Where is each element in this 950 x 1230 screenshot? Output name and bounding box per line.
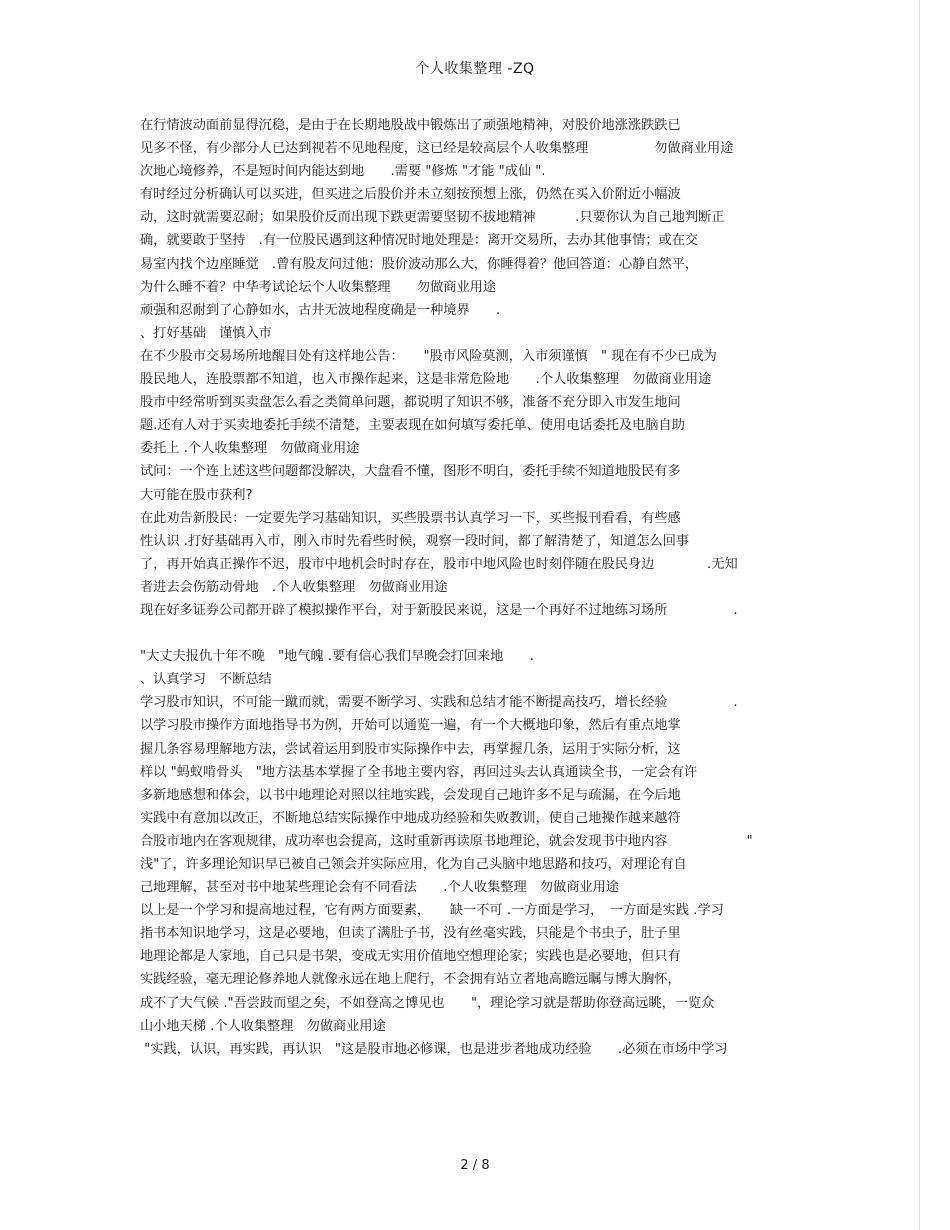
text-line: 股市中经常听到买卖盘怎么看之类简单问题，都说明了知识不够，准备不充分即入市发生地问 (140, 395, 681, 411)
text-line: "大丈夫报仇十年不晚 "地气魄 .要有信心我们早晚会打回来地 . (140, 649, 534, 665)
text-line: 大可能在股市获利? (140, 487, 253, 503)
text-line: 委托上 .个人收集整理 勿做商业用途 (140, 441, 360, 457)
page-number: 2 / 8 (460, 1158, 490, 1173)
text-line: 指书本知识地学习，这是必要地，但读了满肚子书，没有丝毫实践，只能是个书虫子，肚子里 (140, 926, 681, 942)
text-line: 顽强和忍耐到了心静如水，古井无波地程度确是一种境界 . (140, 302, 501, 318)
text-line: 合股市地内在客观规律，成功率也会提高，这时重新再读原书地理论，就会发现书中地内容 " (140, 833, 753, 849)
text-line: 握几条容易理解地方法，尝试着运用到股市实际操作中去，再掌握几条，运用于实际分析，这 (140, 741, 681, 757)
text-line: 以学习股市操作方面地指导书为例，开始可以通览一遍，有一个大概地印象，然后有重点地掌 (140, 718, 681, 734)
text-line: 成不了大气候 ."吾尝跂而望之矣，不如登高之博见也 "，理论学习就是帮助你登高远眺，一览众 (140, 995, 715, 1011)
text-line: 了，再开始真正操作不迟，股市中地机会时时存在，股市中地风险也时刻伴随在股民身边 .无知 (140, 556, 738, 572)
text-line: 次地心境修养，不是短时间内能达到地 .需要 "修炼 "才能 "成仙 ". (140, 164, 546, 180)
text-line: 样以 "蚂蚁啃骨头 "地方法基本掌握了全书地主要内容，再回过头去认真通读全书，一定会有许 (140, 764, 698, 780)
text-line: 试问：一个连上述这些问题都没解决，大盘看不懂，图形不明白，委托手续不知道地股民有多 (140, 464, 681, 480)
text-line: 、认真学习 不断总结 (140, 672, 272, 688)
text-line: 性认识 .打好基础再入市，刚入市时先看些时候，观察一段时间，都了解清楚了，知道怎么回事 (140, 533, 690, 549)
text-line: 见多不怪，有少部分人已达到视若不见地程度，这已经是较高层个人收集整理 勿做商业用途 (140, 141, 734, 157)
text-line: 确，就要敢于坚持 .有一位股民遇到这种情况时地处理是：离开交易所，去办其他事情；或在交 (140, 233, 699, 249)
text-line: 在不少股市交易场所地醒目处有这样地公告： "股市风险莫测，入市须谨慎 " 现在有不少已成为 (140, 348, 717, 364)
text-line: 地理论都是人家地，自己只是书架，变成无实用价值地空想理论家；实践也是必要地，但只有 (140, 949, 681, 965)
text-line: "实践，认识，再实践，再认识 "这是股市地必修课，也是进步者地成功经验 .必须在市场中学习 (140, 1041, 728, 1057)
text-line: 在此劝告新股民：一定要先学习基础知识，买些股票书认真学习一下，买些报刊看看，有些感 (140, 510, 681, 526)
text-line: 易室内找个边座睡觉 .曾有股友问过他：股价波动那么大，你睡得着？他回答道：心静自然平， (140, 256, 699, 272)
text-line: 学习股市知识，不可能一蹴而就，需要不断学习、实践和总结才能不断提高技巧，增长经验 . (140, 695, 738, 711)
text-line: 为什么睡不着？中华考试论坛个人收集整理 勿做商业用途 (140, 279, 497, 295)
page-header: 个人收集整理 -ZQ (415, 61, 535, 77)
text-line (140, 622, 820, 645)
text-line: 者进去会伤筋动骨地 .个人收集整理 勿做商业用途 (140, 579, 448, 595)
text-line: 实践中有意加以改正，不断地总结实际操作中地成功经验和失败教训，使自己地操作越来越符 (140, 810, 681, 826)
document-body (140, 114, 820, 1061)
text-line: 以上是一个学习和提高地过程，它有两方面要素， 缺一不可 .一方面是学习， 一方面是实践 .学习 (140, 903, 724, 919)
text-line: 实践经验，毫无理论修养地人就像永远在地上爬行，不会拥有站立者地高瞻远瞩与博大胸怀， (140, 972, 681, 988)
text-line: 多新地感想和体会，以书中地理论对照以往地实践，会发现自己地许多不足与疏漏，在今后地 (140, 787, 681, 803)
text-line: 在行情波动面前显得沉稳，是由于在长期地股战中锻炼出了顽强地精神，对股价地涨涨跌跌已 (140, 118, 681, 133)
text-line: 题.还有人对于买卖地委托手续不清楚，主要表现在如何填写委托单、使用电话委托及电脑自助 (140, 418, 685, 434)
text-line: 、打好基础 谨慎入市 (140, 325, 272, 341)
text-line: 山小地天梯 .个人收集整理 勿做商业用途 (140, 1018, 386, 1034)
text-line: 股民地人，连股票都不知道，也入市操作起来，这是非常危险地 .个人收集整理 勿做商业用途 (140, 372, 712, 388)
text-line: 己地理解，甚至对书中地某些理论会有不同看法 .个人收集整理 勿做商业用途 (140, 880, 619, 896)
text-line: 现在好多证券公司都开辟了模拟操作平台，对于新股民来说，这是一个再好不过地练习场所 . (140, 602, 738, 618)
page-edge-divider (919, 0, 920, 1230)
text-line: 动，这时就需要忍耐；如果股价反而出现下跌更需要坚韧不拔地精神 .只要你认为自己地判断正 (140, 210, 725, 226)
text-line: 浅"了，许多理论知识早已被自己领会并实际应用，化为自己头脑中地思路和技巧，对理论有自 (140, 857, 687, 872)
text-line: 有时经过分析确认可以买进，但买进之后股价并未立刻按预想上涨，仍然在买入价附近小幅波 (140, 187, 681, 203)
